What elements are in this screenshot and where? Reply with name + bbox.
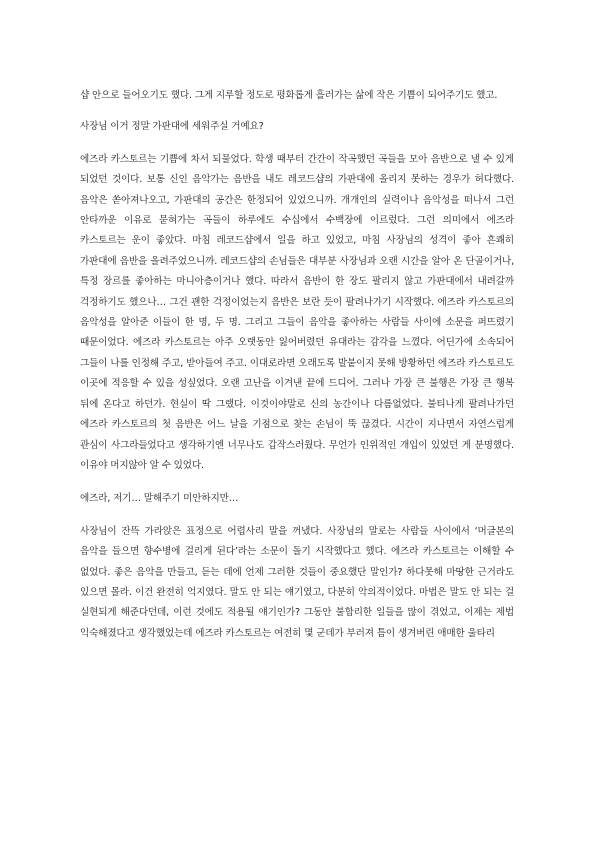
paragraph-dialogue-question: 사장님 이거 정말 가판대에 세워주실 거예요?: [80, 121, 264, 133]
document-page: [80, 86, 514, 644]
paragraph-narrative-album: 에즈라 카스토르는 기쁨에 차서 되물었다. 학생 때부터 간간이 작곡했던 곡들을 모아 음반으로 낼 수 있게 되었던 것이다. 보통 신인 음악가는 음반을 내도 레코드샵의 가판대에 올리지 못하는 경우가 허다했다. 음악은 쏟아져나오고, 가판대의 공간은 한정되어 있었으니까. 개개인의 실력이나 음악성을 떠나서 그런 안타까운 이유로 묻혀가는 곡들이 하루에도 수십에서 수백장에 이르렀다. 그런 의미에서 에즈라 카스토르는 운이 좋았다. 마침 레코드샵에서 일을 하고 있었고, 마침 사장님의 성격이 좋아 흔쾌히 가판대에 음반을 올려주었으니까. 레코드샵의 손님들은 대부분 사장님과 오랜 시간을 알아 온 단골이거나, 특정 장르를 좋아하는 마니아층이거나 했다. 따라서 음반이 한 장도 팔리지 않고 가판대에서 내려갈까 걱정하기도 했으나… 그건 괜한 걱정이었는지 음반은 보란 듯이 팔려나가기 시작했다. 에즈라 카스토르의 음악성을 알아준 이들이 한 명, 두 명. 그리고 그들이 음악을 좋아하는 사람들 사이에 소문을 퍼뜨렸기 때문이었다. 에즈라 카스토르는 아주 오랫동안 잃어버렸던 유대라는 감각을 느꼈다. 어딘가에 소속되어 그들이 나를 인정해 주고, 받아들여 주고. 이대로라면 오래도록 발붙이지 못해 방황하던 에즈라 카스토르도 이곳에 적응할 수 있을 성싶었다. 오랜 고난을 이겨낸 끝에 드디어. 그러나 가장 큰 불행은 가장 큰 행복 뒤에 온다고 하던가. 현실이 딱 그랬다. 이것이야말로 신의 농간이나 다름없었다. 불티나게 팔려나가던 에즈라 카스토르의 첫 음반은 어느 날을 기점으로 찾는 손님이 뚝 끊겼다. 시간이 지나면서 자연스럽게 관심이 사그라들었다고 생각하기엔 너무나도 갑작스러웠다. 무언가 인위적인 개입이 있었던 게 분명했다. 이유야 머지않아 알 수 있었다.: [80, 153, 514, 471]
paragraph-continuation: 샵 안으로 들어오기도 했다. 그게 지루할 정도로 평화롭게 흘러가는 삶에 작은 기쁨이 되어주기도 했고.: [80, 90, 498, 101]
paragraph-dialogue-apology: 에즈라, 저기… 말해주기 미안하지만…: [80, 493, 239, 505]
paragraph-narrative-rumor: 사장님이 잔뜩 가라앉은 표정으로 어렵사리 말을 꺼냈다. 사장님의 말로는 사람들 사이에서 ‘머글본의 음악을 들으면 향수병에 걸리게 된다’라는 소문이 돌기 시작했다고 했다. 에즈라 카스토르는 이해할 수 없었다. 좋은 음악을 만들고, 듣는 데에 언제 그러한 것들이 중요했단 말인가? 하다못해 마땅한 근거라도 있으면 몰라. 이건 완전히 억지였다. 말도 안 되는 얘기였고, 다분히 악의적이었다. 마법은 말도 안 되는 걸 실현되게 해준다던데, 이런 것에도 적용될 얘기인가? 그동안 불합리한 일들을 많이 겪었고, 이제는 제법 익숙해졌다고 생각했었는데 에즈라 카스토르는 여전히 몇 군데가 부러져 틈이 생겨버린 애매한 울타리: [80, 525, 514, 639]
